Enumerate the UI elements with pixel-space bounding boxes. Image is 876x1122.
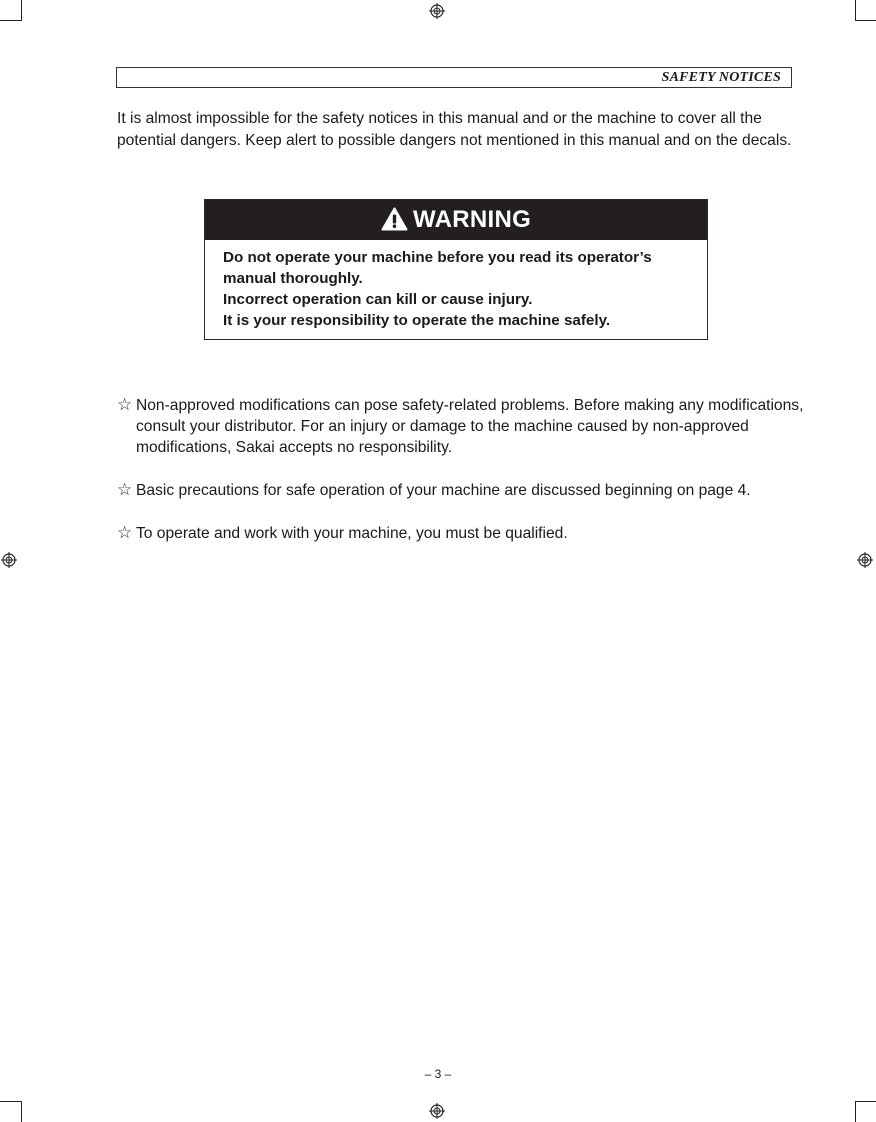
warning-header xyxy=(205,200,707,240)
intro-paragraph: It is almost impossible for the safety notices in this manual and or the machine to cover all the potential dangers. Keep alert to possible dangers not mentioned in this manual and on the decals. xyxy=(117,110,792,149)
star-bullet-icon: ☆ xyxy=(117,395,133,415)
note-text: To operate and work with your machine, you must be qualified. xyxy=(136,525,568,542)
registration-mark-icon xyxy=(429,3,445,19)
crop-mark-bottom-right xyxy=(855,1101,876,1122)
list-item xyxy=(117,395,807,458)
section-title: SAFETY NOTICES xyxy=(661,70,781,85)
warning-box xyxy=(204,199,708,340)
registration-mark-icon xyxy=(1,552,17,568)
crop-mark-bottom-left xyxy=(0,1101,22,1122)
crop-mark-top-right xyxy=(855,0,876,21)
warning-line: manual thoroughly. xyxy=(223,270,363,287)
list-item xyxy=(117,480,807,501)
registration-mark-icon xyxy=(857,552,873,568)
warning-title: WARNING xyxy=(412,206,532,233)
warning-triangle-icon xyxy=(381,207,408,231)
warning-line: Do not operate your machine before you read its operator’s xyxy=(223,249,652,266)
note-text: Non-approved modifications can pose safety-related problems. Before making any modifications, consult your distributor. For an injury or damage to the machine caused by non-approved modifications, Sakai accepts no responsibility. xyxy=(136,397,804,456)
section-header xyxy=(116,67,792,88)
star-bullet-icon: ☆ xyxy=(117,523,133,543)
warning-line: Incorrect operation can kill or cause injury. xyxy=(223,291,533,308)
page-number: – 3 – xyxy=(424,1067,452,1081)
warning-line: It is your responsibility to operate the machine safely. xyxy=(223,312,611,329)
notes-list xyxy=(117,395,807,544)
registration-mark-icon xyxy=(429,1103,445,1119)
list-item xyxy=(117,523,807,544)
warning-body xyxy=(205,240,707,331)
crop-mark-top-left xyxy=(0,0,22,21)
star-bullet-icon: ☆ xyxy=(117,480,133,500)
note-text: Basic precautions for safe operation of your machine are discussed beginning on page 4. xyxy=(136,482,751,499)
